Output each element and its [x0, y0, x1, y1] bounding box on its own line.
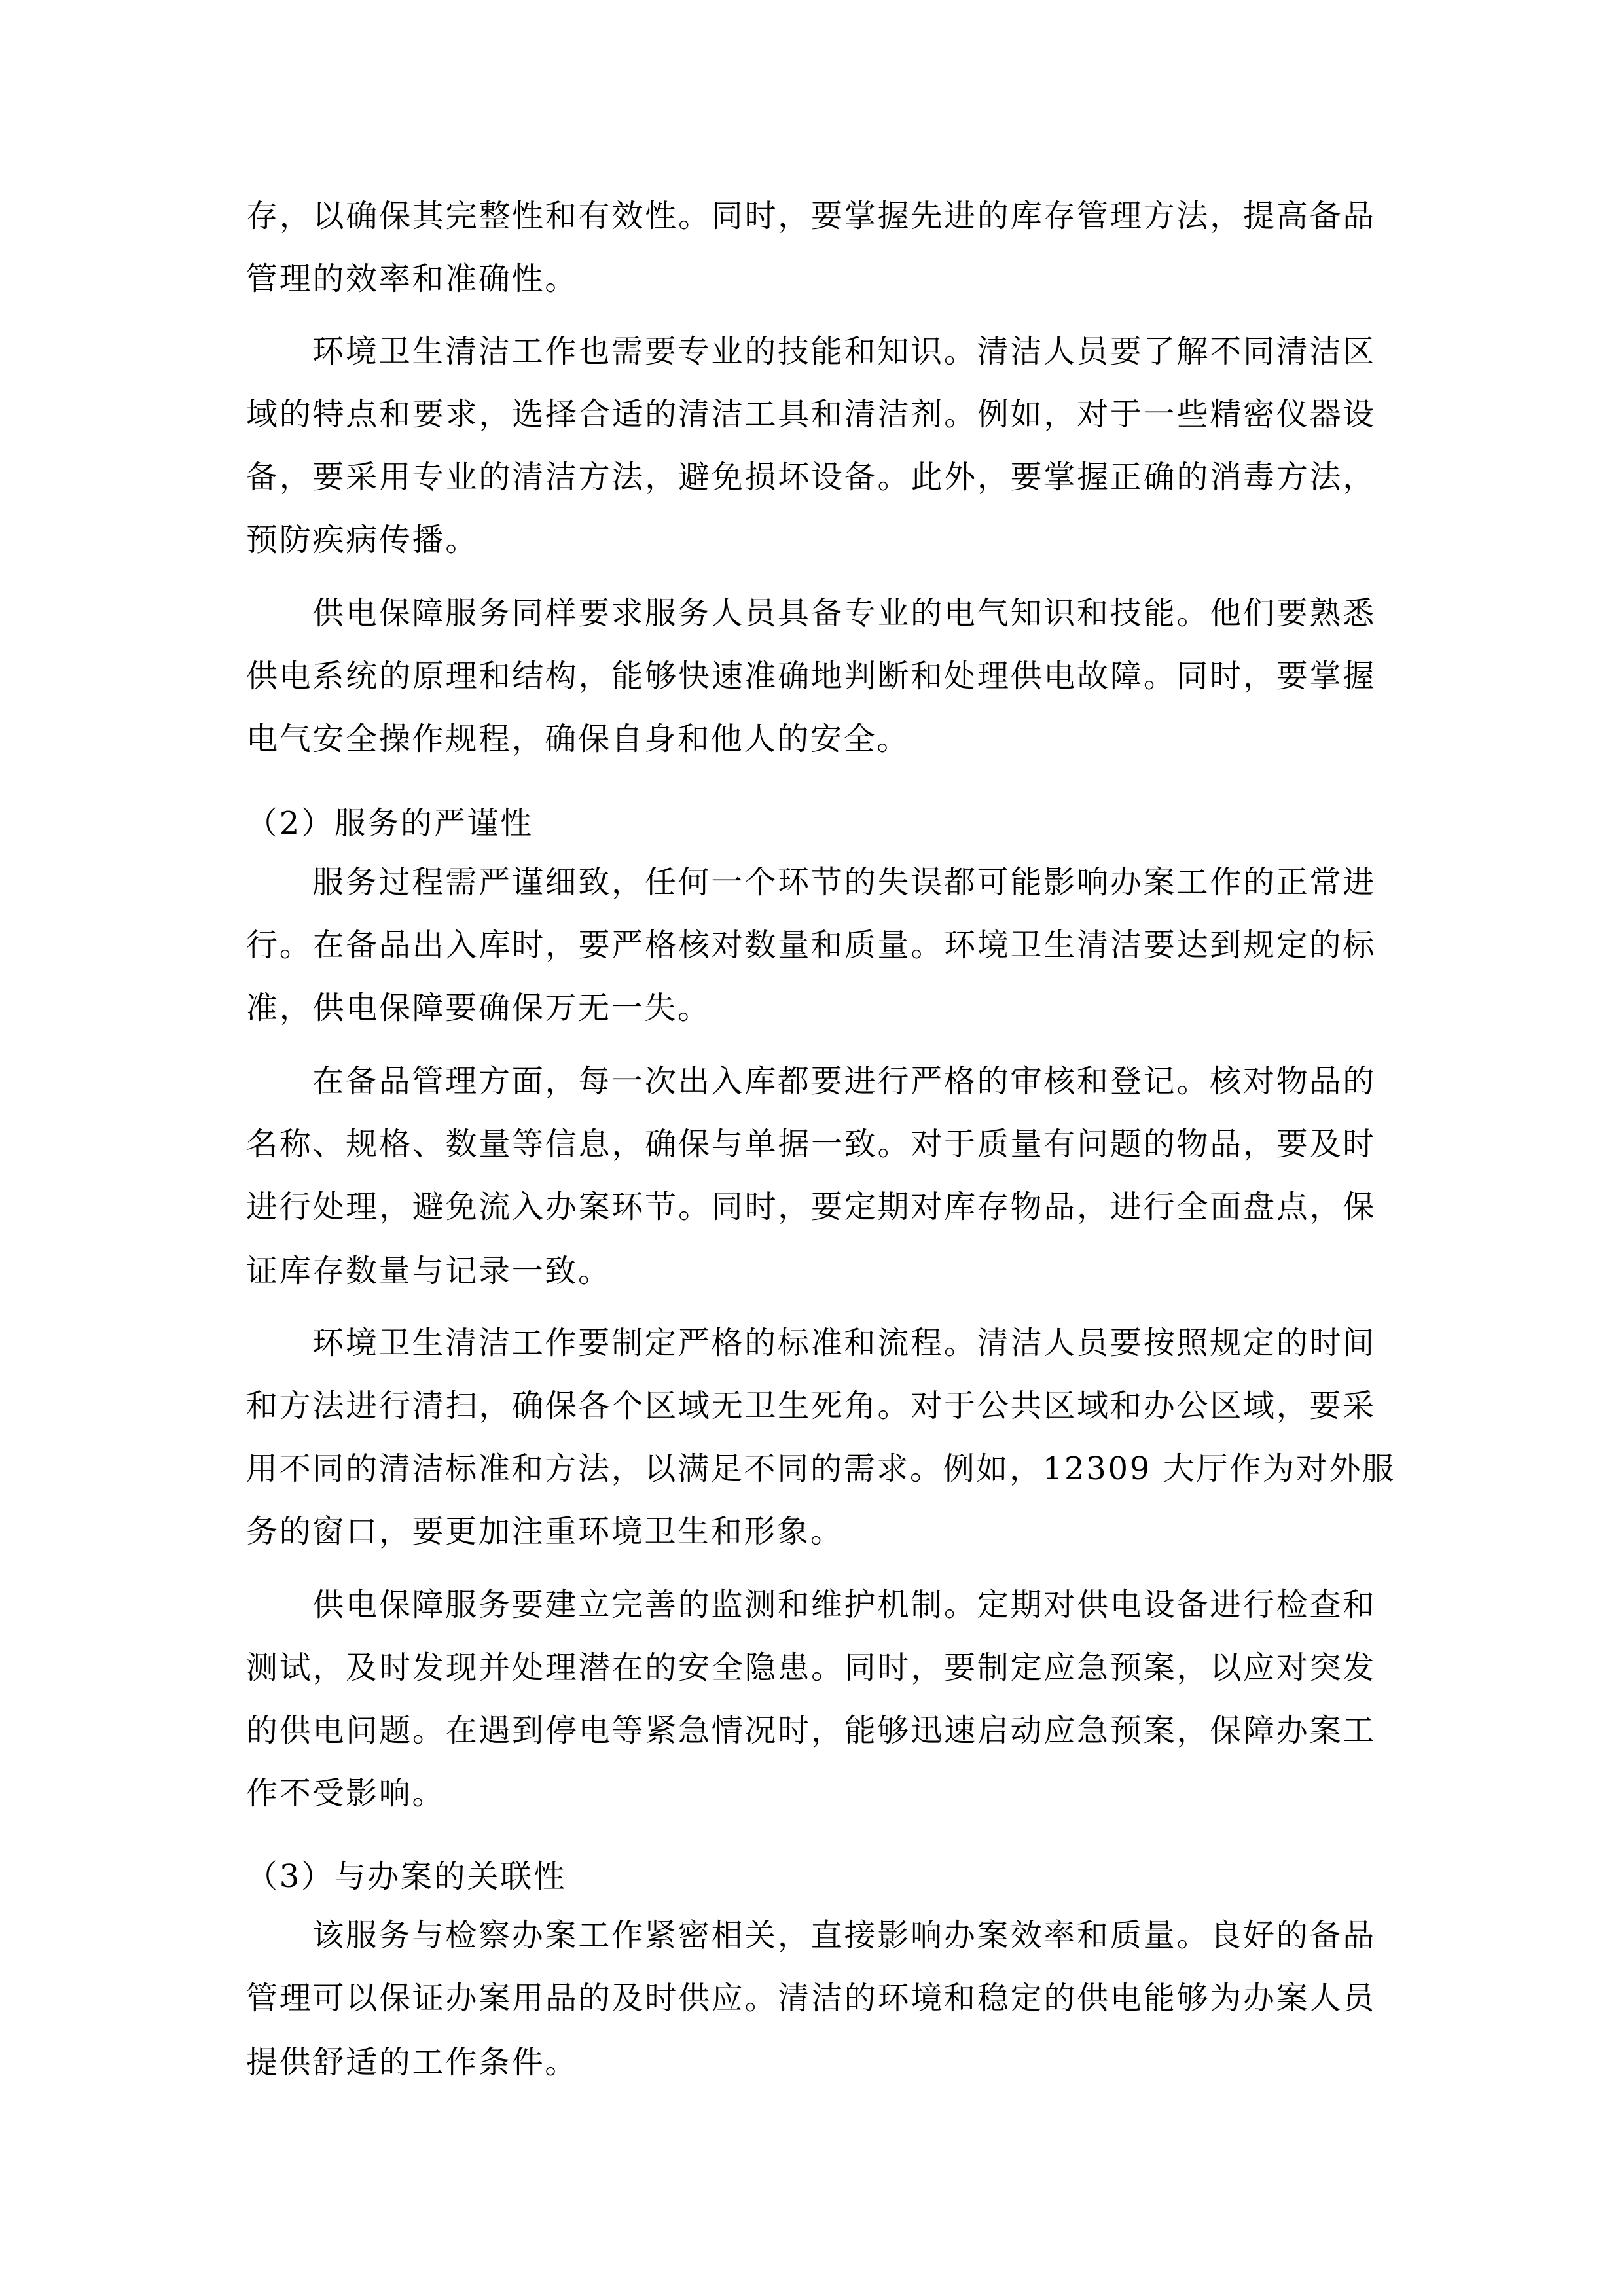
section-heading-2: （2）服务的严谨性	[246, 805, 533, 842]
body-text-line: 管理可以保证办案用品的及时供应。清洁的环境和稳定的供电能够为办案人员	[246, 1980, 1376, 2017]
section-heading-3: （3）与办案的关联性	[246, 1858, 567, 1895]
body-text-line: 名称、规格、数量等信息，确保与单据一致。对于质量有问题的物品，要及时	[246, 1126, 1376, 1162]
paragraph-first-line: 服务过程需严谨细致，任何一个环节的失误都可能影响办案工作的正常进	[312, 864, 1376, 901]
body-text-line: 供电系统的原理和结构，能够快速准确地判断和处理供电故障。同时，要掌握	[246, 658, 1376, 694]
body-text-line: 证库存数量与记录一致。	[246, 1253, 611, 1289]
body-text-line: 备，要采用专业的清洁方法，避免损坏设备。此外，要掌握正确的消毒方法，	[246, 459, 1376, 495]
body-text-line: 提供舒适的工作条件。	[246, 2044, 579, 2081]
body-text-line: 预防疾病传播。	[246, 522, 478, 558]
body-text-line: 和方法进行清扫，确保各个区域无卫生死角。对于公共区域和办公区域，要采	[246, 1388, 1376, 1424]
body-text-line: 的供电问题。在遇到停电等紧急情况时，能够迅速启动应急预案，保障办案工	[246, 1712, 1376, 1749]
paragraph-first-line: 在备品管理方面，每一次出入库都要进行严格的审核和登记。核对物品的	[312, 1063, 1376, 1100]
body-text-line: 域的特点和要求，选择合适的清洁工具和清洁剂。例如，对于一些精密仪器设	[246, 396, 1376, 433]
paragraph-first-line: 环境卫生清洁工作要制定严格的标准和流程。清洁人员要按照规定的时间	[312, 1325, 1376, 1361]
body-text-line: 行。在备品出入库时，要严格核对数量和质量。环境卫生清洁要达到规定的标	[246, 927, 1376, 963]
body-text-line: 作不受影响。	[246, 1775, 446, 1812]
body-text-line: 准，供电保障要确保万无一失。	[246, 990, 711, 1026]
paragraph-first-line: 环境卫生清洁工作也需要专业的技能和知识。清洁人员要了解不同清洁区	[312, 333, 1376, 370]
paragraph-first-line: 该服务与检察办案工作紧密相关，直接影响办案效率和质量。良好的备品	[312, 1917, 1376, 1954]
body-text-line: 存，以确保其完整性和有效性。同时，要掌握先进的库存管理方法，提高备品	[246, 198, 1376, 234]
body-text-line: 测试，及时发现并处理潜在的安全隐患。同时，要制定应急预案，以应对突发	[246, 1649, 1376, 1686]
paragraph-first-line: 供电保障服务要建立完善的监测和维护机制。定期对供电设备进行检查和	[312, 1587, 1376, 1623]
body-text-line: 务的窗口，要更加注重环境卫生和形象。	[246, 1513, 844, 1550]
body-text-line: 用不同的清洁标准和方法，以满足不同的需求。例如，12309 大厅作为对外服	[246, 1450, 1396, 1487]
paragraph-first-line: 供电保障服务同样要求服务人员具备专业的电气知识和技能。他们要熟悉	[312, 595, 1376, 632]
body-text-line: 管理的效率和准确性。	[246, 260, 579, 297]
body-text-line: 进行处理，避免流入办案环节。同时，要定期对库存物品，进行全面盘点，保	[246, 1189, 1376, 1225]
body-text-line: 电气安全操作规程，确保自身和他人的安全。	[246, 721, 911, 757]
